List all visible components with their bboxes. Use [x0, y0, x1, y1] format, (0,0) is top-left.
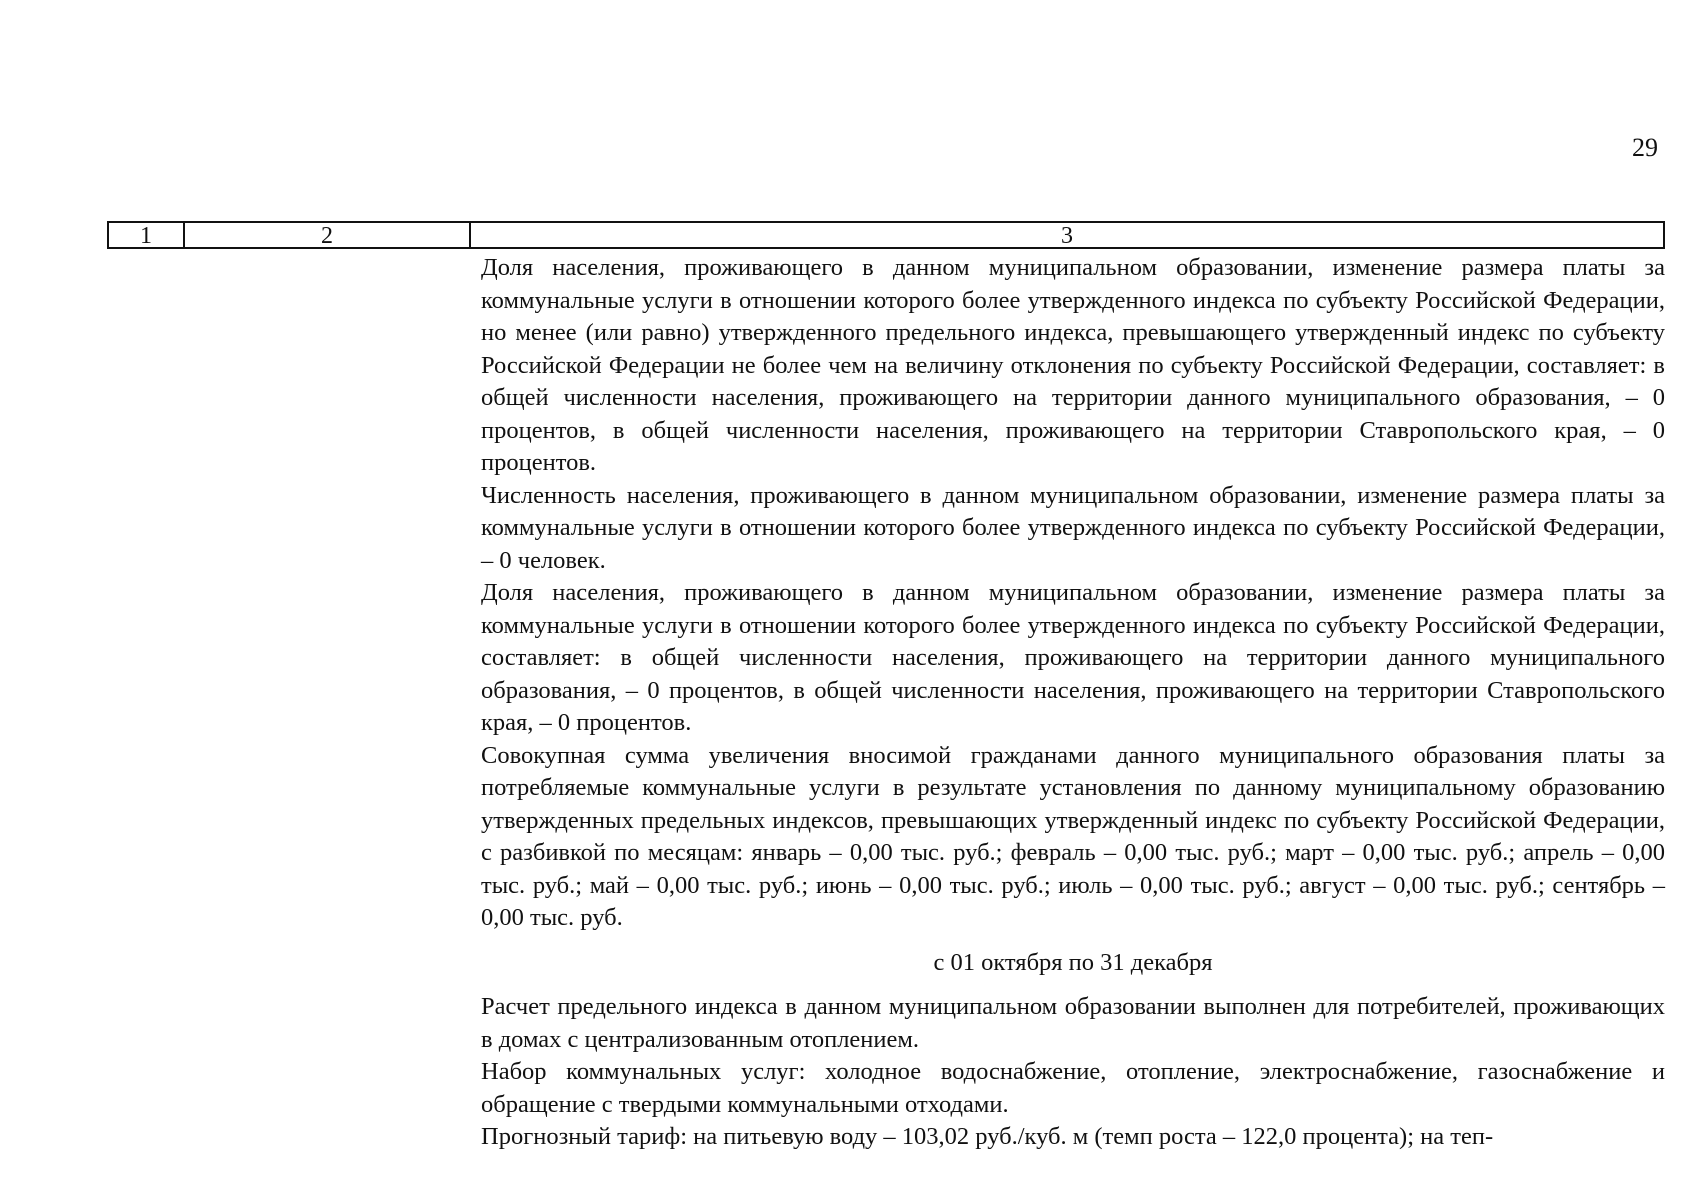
period-heading: с 01 октября по 31 декабря	[933, 948, 1213, 976]
page-number: 29	[1632, 133, 1658, 162]
document-body	[481, 252, 1665, 1154]
paragraph-index-calculation-basis: Расчет предельного индекса в данном муниципальном образовании выполнен для потребителей, проживающих в домах с централизованным отоплением.	[481, 993, 1665, 1053]
table-header-col-2: 2	[185, 223, 471, 247]
paragraph-population-count-above-index: Численность населения, проживающего в данном муниципальном образовании, изменение размера платы за коммунальные услуги в отношении которого более утвержденного индекса по субъекту Российской Федерации, – 0 человек.	[481, 481, 1665, 574]
paragraph-population-share-within-deviation: Доля населения, проживающего в данном муниципальном образовании, изменение размера платы за коммунальные услуги в отношении которого более утвержденного индекса по субъекту Российской Федерации, но менее (или равно) утвержденного предельного индекса, превышающего утвержденный индекс по субъекту Российской Федерации не более чем на величину отклонения по субъекту Российской Федерации, составляет: в общей численности населения, проживающего на территории данного муниципального образования, – 0 процентов, в общей численности населения, проживающего на территории Ставропольского края, – 0 процентов.	[481, 254, 1665, 476]
paragraph-population-share-above-index: Доля населения, проживающего в данном муниципальном образовании, изменение размера платы за коммунальные услуги в отношении которого более утвержденного индекса по субъекту Российской Федерации, составляет: в общей численности населения, проживающего на территории данного муниципального образования, – 0 процентов, в общей численности населения, проживающего на территории Ставропольского края, – 0 процентов.	[481, 579, 1665, 736]
table-header-row	[107, 221, 1665, 249]
paragraph-total-payment-increase: Совокупная сумма увеличения вносимой гражданами данного муниципального образования платы за потребляемые коммунальные услуги в результате установления по данному муниципальному образованию утвержденных предельных индексов, превышающих утвержденный индекс по субъекту Российской Федерации, с разбивкой по месяцам: январь – 0,00 тыс. руб.; февраль – 0,00 тыс. руб.; март – 0,00 тыс. руб.; апрель – 0,00 тыс. руб.; май – 0,00 тыс. руб.; июнь – 0,00 тыс. руб.; июль – 0,00 тыс. руб.; август – 0,00 тыс. руб.; сентябрь – 0,00 тыс. руб.	[481, 741, 1665, 931]
paragraph-utility-services-set: Набор коммунальных услуг: холодное водоснабжение, отопление, электроснабжение, газоснабжение и обращение с твердыми коммунальными отходами.	[481, 1058, 1665, 1118]
paragraph-forecast-tariff: Прогнозный тариф: на питьевую воду – 103,02 руб./куб. м (темп роста – 122,0 процента); на теп-	[481, 1123, 1494, 1150]
table-header-col-3: 3	[1061, 223, 1073, 249]
table-header-col-1: 1	[109, 223, 185, 247]
